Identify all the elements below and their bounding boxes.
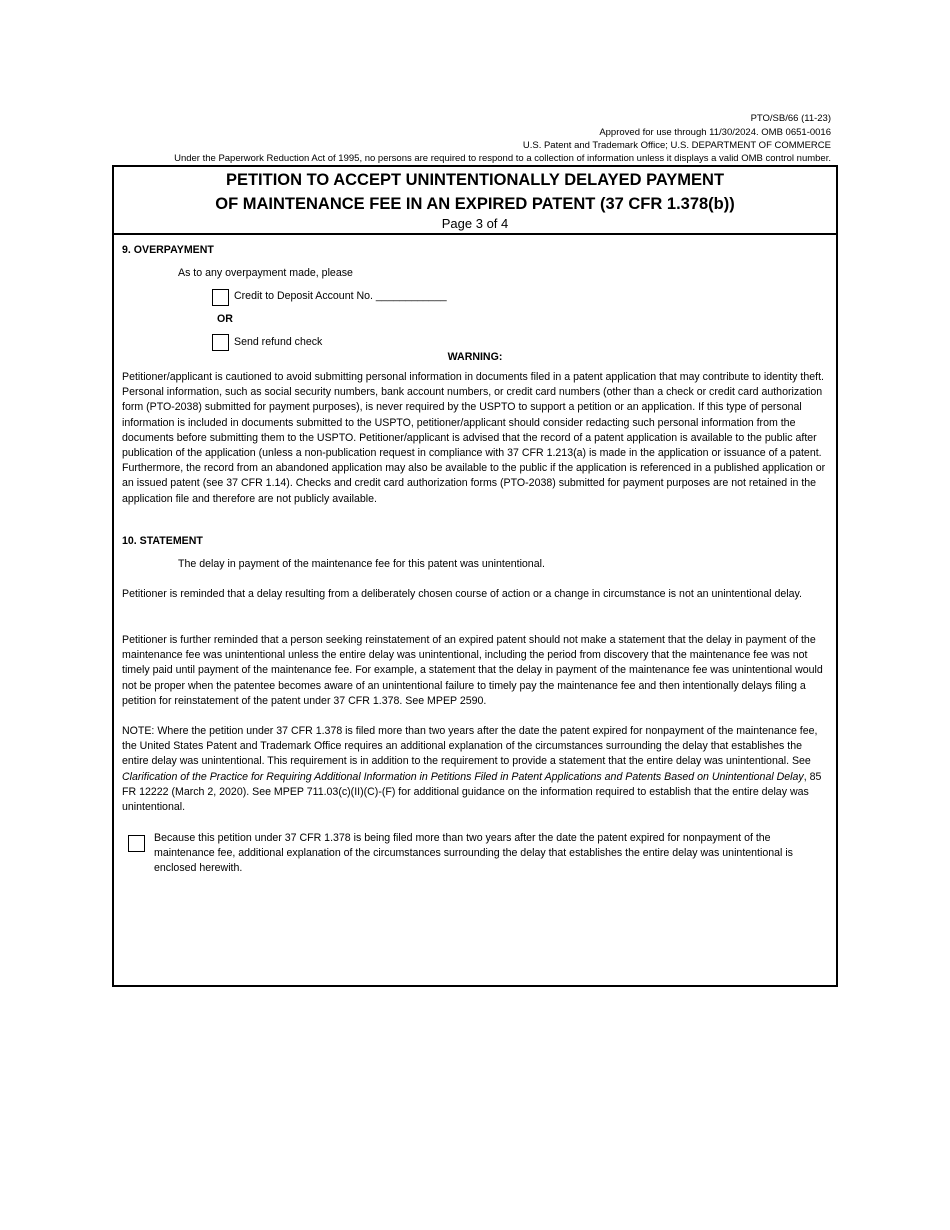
warning-heading: WARNING:: [447, 351, 503, 363]
overpayment-heading: 9. OVERPAYMENT: [122, 244, 214, 256]
note-citation-title: Clarification of the Practice for Requiring Additional Information in Petitions Filed in Patent Applications and Patents Based on Unintentional Delay: [122, 770, 804, 783]
overpayment-intro: As to any overpayment made, please: [178, 267, 353, 279]
form-number: PTO/SB/66 (11-23): [750, 113, 831, 124]
agency-line: U.S. Patent and Trademark Office; U.S. DEPARTMENT OF COMMERCE: [522, 140, 831, 151]
omb-approval: Approved for use through 11/30/2024. OMB 0651-0016: [599, 127, 831, 138]
credit-deposit-label: Credit to Deposit Account No. ____________: [234, 290, 447, 302]
form-title-line-2: OF MAINTENANCE FEE IN AN EXPIRED PATENT (37 CFR 1.378(b)): [215, 195, 735, 213]
statement-heading: 10. STATEMENT: [122, 535, 203, 547]
form-title-line-1: PETITION TO ACCEPT UNINTENTIONALLY DELAYED PAYMENT: [225, 171, 725, 189]
refund-check-label: Send refund check: [234, 336, 323, 348]
credit-deposit-checkbox[interactable]: [212, 289, 229, 306]
warning-text: Petitioner/applicant is cautioned to avoid submitting personal information in documents filed in a patent application that may contribute to identity theft. Personal information, such as social security numbers, bank account numbers, or credit card numbers (other than a check or credit card authorization form (PTO-2038) submitted for payment purposes), is never required by the USPTO to support a petition or an application. If this type of personal information is included in documents submitted to the USPTO, petitioner/applicant should consider redacting such personal information from the documents before submitting them to the USPTO. Petitioner/applicant is advised that the record of a patent application is available to the public after publication of the application (unless a non-publication request in compliance with 37 CFR 1.213(a) is made in the application or issuance of a patent. Furthermore, the record from an abandoned application may also be available to the public if the application is referenced in a published application or an issued patent (see 37 CFR 1.14). Checks and credit card authorization forms (PTO-2038) submitted for payment purposes are not retained in the application file and therefore are not publicly available.: [122, 371, 826, 505]
explanation-enclosed-label: Because this petition under 37 CFR 1.378 is being filed more than two years after the date the patent expired for nonpayment of the maintenance fee, additional explanation of the circumstances surrounding the delay that establishes the entire delay was unintentional is enclosed herewith.: [154, 832, 793, 875]
explanation-enclosed-checkbox[interactable]: [128, 835, 145, 852]
note-text-2: , 85 FR 12222 (March 2, 2020). See MPEP 711.03(c)(II)(C)-(F) for additional guidance on the information required to establish that the entire delay was unintentional.: [122, 770, 822, 814]
title-area: [114, 167, 836, 235]
note-text-1: NOTE: Where the petition under 37 CFR 1.378 is filed more than two years after the date the patent expired for nonpayment of the maintenance fee, the United States Patent and Trademark Office requires an additional explanation of the circumstances surrounding the delay that establishes the entire delay was unintentional. This requirement is in addition to the requirement to provide a statement that the entire delay was unintentional. See: [122, 725, 818, 768]
refund-check-checkbox[interactable]: [212, 334, 229, 351]
reminder-paragraph-1: Petitioner is reminded that a delay resulting from a deliberately chosen course of action or a change in circumstance is not an unintentional delay.: [122, 588, 802, 600]
note-paragraph: [122, 724, 829, 815]
reminder-paragraph-2: Petitioner is further reminded that a person seeking reinstatement of an expired patent should not make a statement that the delay in payment of the maintenance fee was unintentional unless the entire delay was unintentional, including the period from discovery that the maintenance fee was not timely paid until payment of the maintenance fee. For example, a statement that the delay in payment of the maintenance fee was unintentional would not be proper when the patentee becomes aware of an unintentional failure to timely pay the maintenance fee and then intentionally delays filing a petition for reinstatement of the patent under 37 CFR 1.378. See MPEP 2590.: [122, 634, 823, 707]
paperwork-notice: Under the Paperwork Reduction Act of 1995, no persons are required to respond to a collection of information unless it displays a valid OMB control number.: [174, 153, 831, 164]
or-label: OR: [217, 313, 233, 325]
form-box: [112, 165, 838, 987]
delay-statement: The delay in payment of the maintenance fee for this patent was unintentional.: [178, 558, 545, 570]
page-number: Page 3 of 4: [441, 216, 509, 231]
